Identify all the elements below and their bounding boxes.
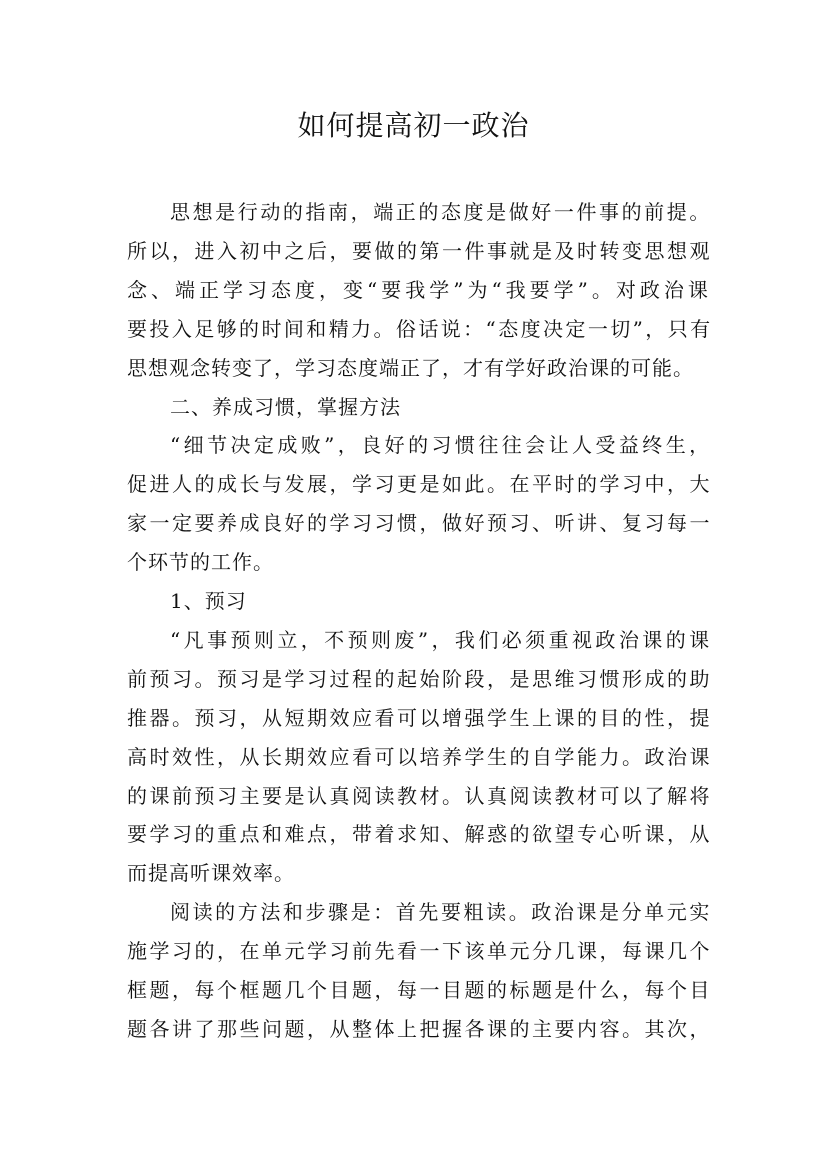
paragraph-line: 促进人的成长与发展，学习更是如此。在平时的学习中，大 bbox=[127, 472, 712, 497]
paragraph-line: 要学习的重点和难点，带着求知、解惑的欲望专心听课，从 bbox=[127, 822, 712, 847]
paragraph-line: 的课前预习主要是认真阅读教材。认真阅读教材可以了解将 bbox=[127, 783, 712, 808]
paragraph-line: 高时效性，从长期效应看可以培养学生的自学能力。政治课 bbox=[127, 744, 712, 769]
subsection-heading: 1、预习 bbox=[170, 589, 247, 613]
paragraph-line: 思想是行动的指南，端正的态度是做好一件事的前提。 bbox=[170, 200, 712, 224]
paragraph-line: 框题，每个框题几个目题，每一目题的标题是什么，每个目 bbox=[127, 978, 712, 1002]
paragraph-line: 要投入足够的时间和精力。俗话说：“态度决定一切”，只有 bbox=[127, 316, 713, 341]
paragraph-line: “凡事预则立，不预则废”，我们必须重视政治课的课 bbox=[170, 627, 713, 652]
paragraph-line: 念、端正学习态度，变“要我学”为“我要学”。对政治课 bbox=[127, 277, 712, 302]
section-heading: 二、养成习惯，掌握方法 bbox=[170, 394, 401, 419]
paragraph-line: 家一定要养成良好的学习习惯，做好预习、听讲、复习每一 bbox=[127, 511, 712, 536]
paragraph-line: 题各讲了那些问题，从整体上把握各课的主要内容。其次， bbox=[127, 1016, 712, 1041]
paragraph-line: 而提高听课效率。 bbox=[127, 861, 295, 886]
document-body bbox=[0, 190, 827, 1150]
paragraph-line: 个环节的工作。 bbox=[127, 550, 274, 575]
paragraph-line: 阅读的方法和步骤是：首先要粗读。政治课是分单元实 bbox=[170, 900, 712, 925]
paragraph-line: 前预习。预习是学习过程的起始阶段，是思维习惯形成的助 bbox=[127, 666, 712, 691]
paragraph-line: 推器。预习，从短期效应看可以增强学生上课的目的性，提 bbox=[127, 705, 712, 730]
paragraph-line: 施学习的，在单元学习前先看一下该单元分几课，每课几个 bbox=[127, 939, 712, 964]
document-title: 如何提高初一政治 bbox=[297, 109, 530, 142]
paragraph-line: “细节决定成败”，良好的习惯往往会让人受益终生， bbox=[170, 433, 713, 458]
paragraph-line: 所以，进入初中之后，要做的第一件事就是及时转变思想观 bbox=[127, 238, 712, 263]
paragraph-line: 思想观念转变了，学习态度端正了，才有学好政治课的可能。 bbox=[127, 355, 694, 380]
